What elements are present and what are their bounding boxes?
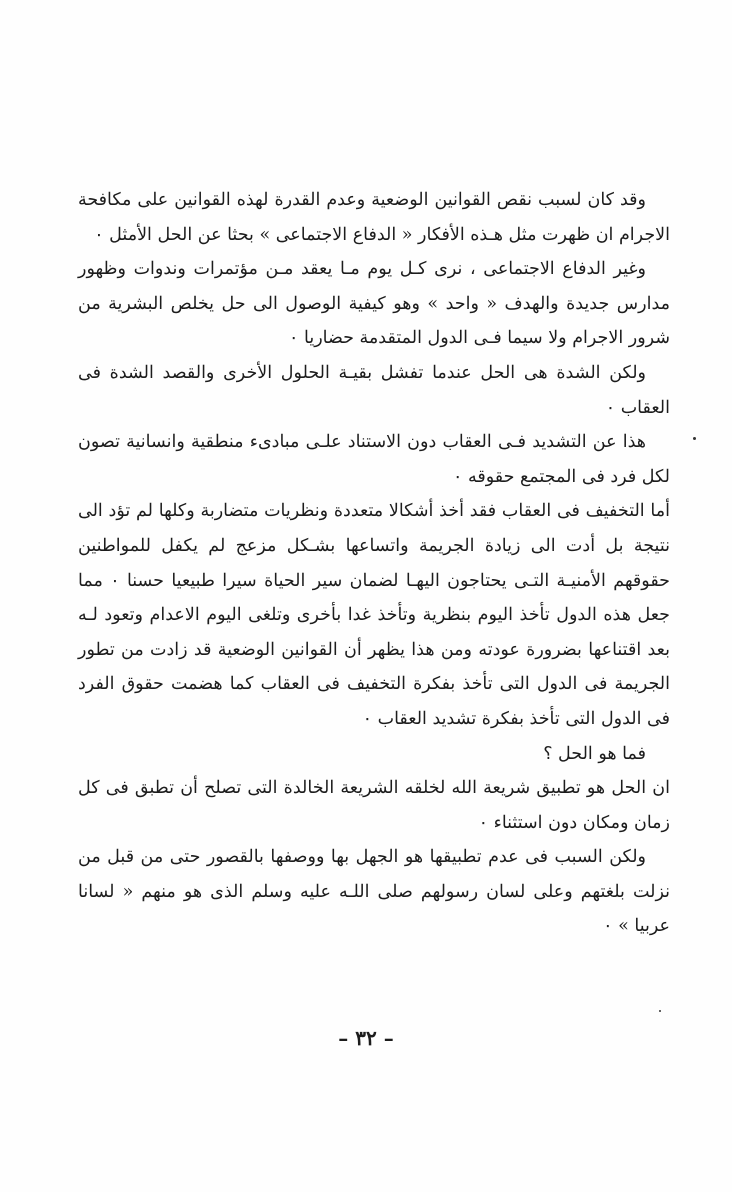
scan-speck xyxy=(659,1010,661,1012)
scan-speck xyxy=(693,437,696,440)
paragraph-2: وغير الدفاع الاجتماعى ، نرى كـل يوم مـا يعقد مـن مؤتمرات وندوات وظهور مدارس جديدة والهدف « واحد » وهو كيفية الوصول الى حل يخلص البشرية من شرور الاجرام ولا سيما فـى الدول المتقدمة حضاريا ٠ xyxy=(78,259,670,349)
paragraph-8: ولكن السبب فى عدم تطبيقها هو الجهل بها ووصفها بالقصور حتى من قبل من نزلت بلغتهم وعلى لسان رسولهم صلى اللـه عليه وسلم الذى هو منهم « لسانا عربيا » ٠ xyxy=(78,847,670,937)
page-number: – ٣٢ – xyxy=(338,1026,394,1050)
paragraph-1: وقد كان لسبب نقص القوانين الوضعية وعدم القدرة لهذه القوانين على مكافحة الاجرام ان ظهرت مثل هـذه الأفكار « الدفاع الاجتماعى » بحثا عن الحل الأمثل ٠ xyxy=(78,190,670,245)
paragraph-7: ان الحل هو تطبيق شريعة الله لخلقه الشريعة الخالدة التى تصلح أن تطبق فى كل زمان ومكان دون استثناء ٠ xyxy=(78,778,670,833)
paragraph-3: ولكن الشدة هى الحل عندما تفشل بقيـة الحلول الأخرى والقصد الشدة فى العقاب ٠ xyxy=(78,362,670,418)
body-text xyxy=(78,183,670,944)
paragraph-5: أما التخفيف فى العقاب فقد أخذ أشكالا متعددة ونظريات متضاربة وكلها لم تؤد الى نتيجة بل أدت الى زيادة الجريمة واتساعها بشـكل مزعج لم يكفل للمواطنين حقوقهم الأمنيـة التـى يحتاجون اليهـا لضمان سير الحياة سيرا طبيعيا حسنا ٠ مما جعل هذه الدول تأخذ اليوم بنظرية وتأخذ غدا بأخرى وتلغى اليوم الاعدام وتعود لـه بعد اقتناعها بضرورة عودته ومن هذا يظهر أن القوانين الوضعية قد زادت من تطور الجريمة فى الدول التى تأخذ بفكرة التخفيف فى العقاب كما هضمت حقوق الفرد فى الدول التى تأخذ بفكرة تشديد العقاب ٠ xyxy=(78,501,670,729)
paragraph-6: فما هو الحل ؟ xyxy=(543,743,646,764)
paragraph-4: هذا عن التشديد فـى العقاب دون الاستناد علـى مبادىء منطقية وانسانية تصون لكل فرد فى المجتمع حقوقه ٠ xyxy=(78,432,670,487)
